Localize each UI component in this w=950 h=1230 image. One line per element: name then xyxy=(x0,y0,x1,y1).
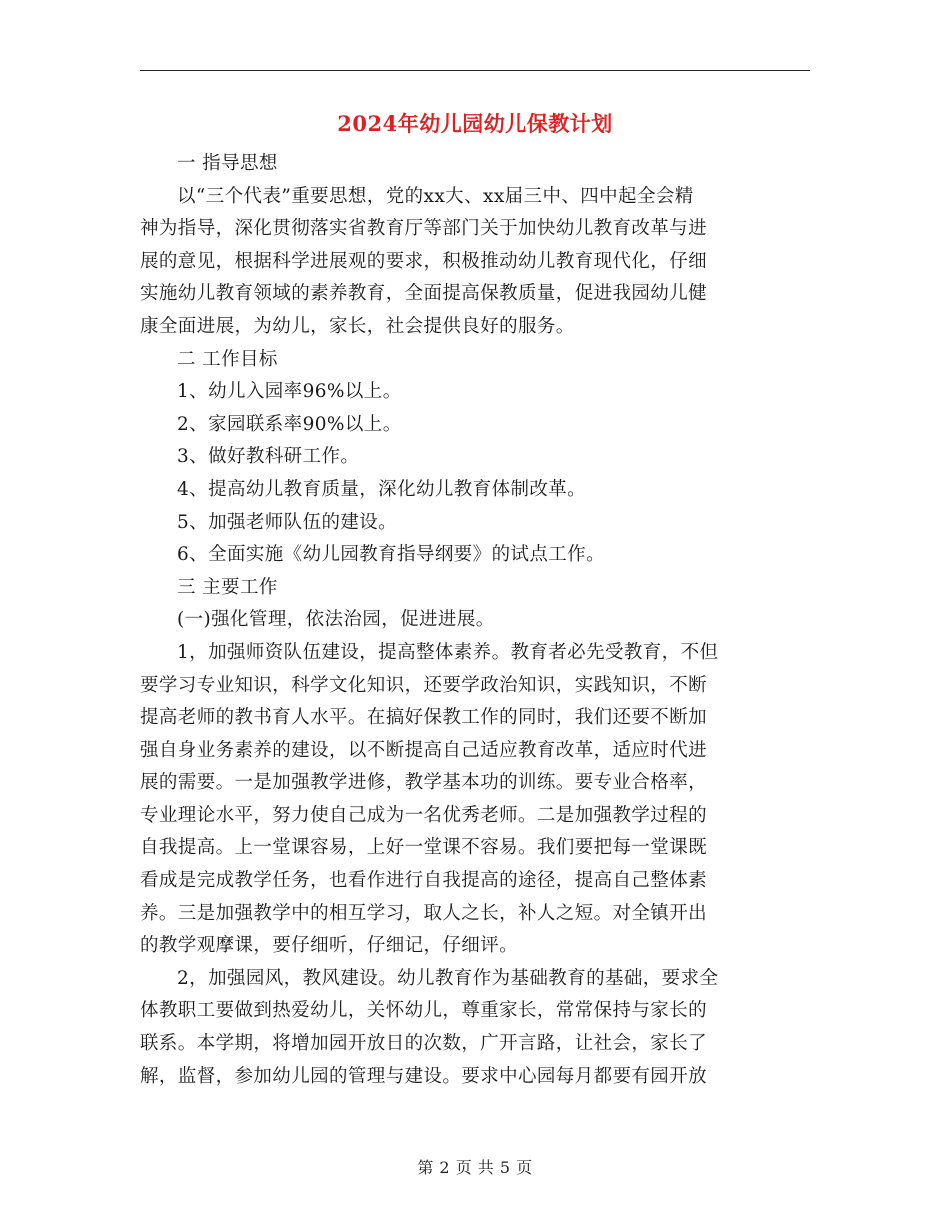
paragraph-line: 康全面进展，为幼儿，家长，社会提供良好的服务。 xyxy=(140,315,575,337)
paragraph-line: 神为指导，深化贯彻落实省教育厅等部门关于加快幼儿教育改革与进 xyxy=(140,218,708,240)
section-heading-guiding-thought: 一 指导思想 xyxy=(177,153,278,174)
paragraph-line: 自我提高。上一堂课容易，上好一堂课不容易。我们要把每一堂课既 xyxy=(140,837,708,859)
paragraph-line: 1，加强师资队伍建设，提高整体素养。教育者必先受教育，不但 xyxy=(177,641,719,663)
paragraph-line: 的教学观摩课，要仔细听，仔细记，仔细评。 xyxy=(140,935,519,957)
paragraph-line: 展的意见，根据科学进展观的要求，积极推动幼儿教育现代化，仔细 xyxy=(140,250,708,272)
paragraph-line: 解，监督，参加幼儿园的管理与建设。要求中心园每月都要有园开放 xyxy=(140,1065,708,1087)
paragraph-line: 体教职工要做到热爱幼儿，关怀幼儿，尊重家长，常常保持与家长的 xyxy=(140,1000,708,1022)
page-number-footer: 第 2 页 共 5 页 xyxy=(417,1158,533,1177)
paragraph-line: 2，加强园风，教风建设。幼儿教育作为基础教育的基础，要求全 xyxy=(177,967,719,989)
paragraph-line: 以“三个代表”重要思想，党的xx大、xx届三中、四中起全会精 xyxy=(177,185,694,207)
goal-item: 4、提高幼儿教育质量，深化幼儿教育体制改革。 xyxy=(177,478,587,500)
paragraph-line: 强自身业务素养的建设，以不断提高自己适应教育改革，适应时代进 xyxy=(140,739,708,761)
paragraph-line: 展的需要。一是加强教学进修，教学基本功的训练。要专业合格率， xyxy=(140,772,708,794)
paragraph-line: 要学习专业知识，科学文化知识，还要学政治知识，实践知识，不断 xyxy=(140,674,708,696)
paragraph-line: 看成是完成教学任务，也看作进行自我提高的途径，提高自己整体素 xyxy=(140,870,708,892)
goal-item: 6、全面实施《幼儿园教育指导纲要》的试点工作。 xyxy=(177,544,605,566)
header-rule xyxy=(140,70,810,71)
document-title: 2024年幼儿园幼儿保教计划 xyxy=(337,111,613,136)
paragraph-line: 提高老师的教书育人水平。在搞好保教工作的同时，我们还要不断加 xyxy=(140,707,708,729)
paragraph-line: 实施幼儿教育领域的素养教育，全面提高保教质量，促进我园幼儿健 xyxy=(140,283,708,305)
section-heading-work-goals: 二 工作目标 xyxy=(177,348,278,370)
goal-item: 3、做好教科研工作。 xyxy=(177,446,360,468)
document-body xyxy=(140,148,810,1093)
paragraph-line: 养。三是加强教学中的相互学习，取人之长，补人之短。对全镇开出 xyxy=(140,902,708,924)
goal-item: 2、家园联系率90%以上。 xyxy=(177,413,402,435)
goal-item: 1、幼儿入园率96%以上。 xyxy=(177,381,402,403)
goal-item: 5、加强老师队伍的建设。 xyxy=(177,511,398,533)
subsection-heading: (一)强化管理，依法治园，促进进展。 xyxy=(177,609,495,631)
paragraph-line: 专业理论水平，努力使自己成为一名优秀老师。二是加强教学过程的 xyxy=(140,804,708,826)
paragraph-line: 联系。本学期，将增加园开放日的次数，广开言路，让社会，家长了 xyxy=(140,1033,708,1055)
section-heading-main-work: 三 主要工作 xyxy=(177,576,278,598)
